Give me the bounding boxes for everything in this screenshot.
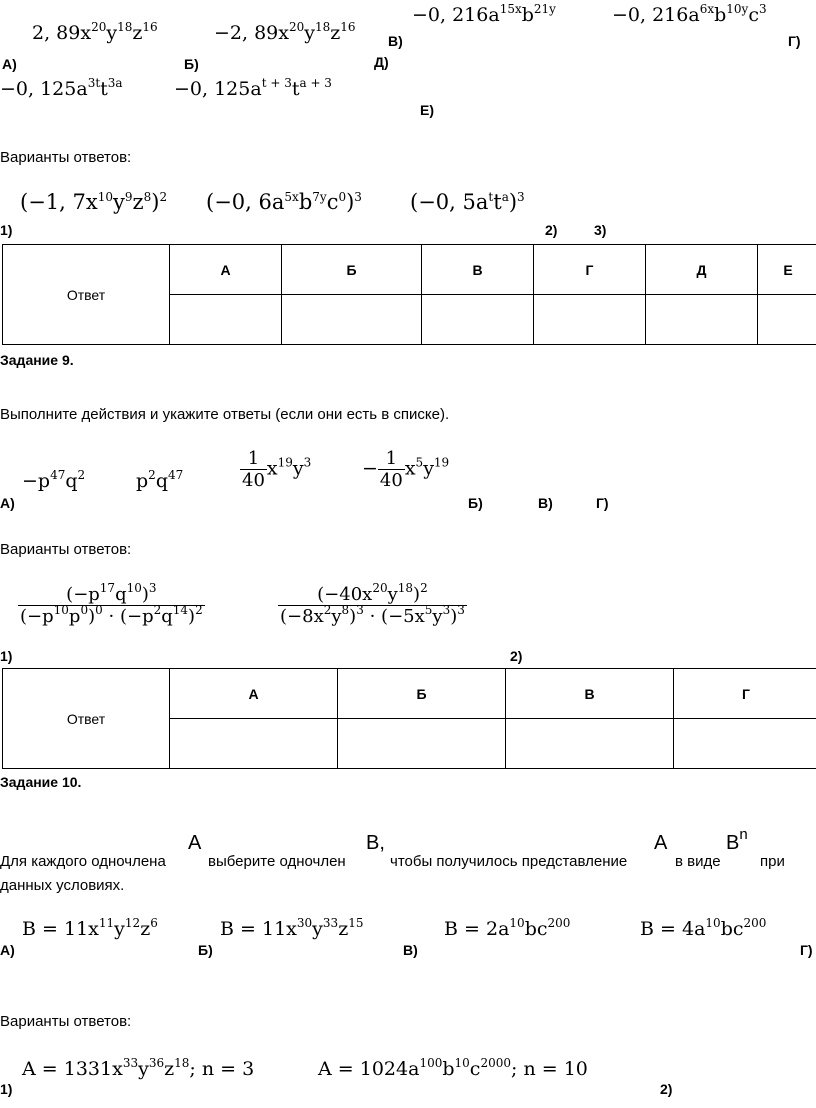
answer-cell-e[interactable] [758,295,816,345]
t9-header-v: В [506,669,674,719]
t10-letter-bn: $B^n$ [726,826,748,854]
t9-answer-cell-b[interactable] [338,719,506,769]
task-9-heading: Задание 9. [0,352,74,368]
item-d-label: Д) [374,54,389,70]
t10-variant-2-label: 2) [660,1081,673,1097]
t9-header-a: А [170,669,338,719]
t10-text-1: Для каждого одночлена [0,853,166,870]
variant-2-label: 2) [545,222,558,238]
answer-row-label: Ответ [3,245,170,345]
t10-item-v-label: В) [403,942,418,958]
t9-answer-row-label: Ответ [3,669,170,769]
item-v-label: В) [388,33,403,49]
t10-text-5: при [760,853,785,870]
t9-answer-cell-v[interactable] [506,719,674,769]
item-b-expression: −2, $89x^{20}y^{18}z^{16}$ [214,20,356,44]
variant-1-label: 1) [0,222,13,238]
answer-cell-g[interactable] [534,295,646,345]
variant-1-expression: (−1, $7x^{10}y^9z^8)^2$ [20,190,168,214]
t9-variant-2-expression: $\frac{(-40x^{20}y^{18})^2}{(-8x^2y^8)^3 \cdot (-5x^5y^3)^3}$ [280,581,465,627]
t10-variant-1-label: 1) [0,1081,13,1097]
t9-variant-2-label: 2) [510,648,523,664]
t9-header-b: Б [338,669,506,719]
t10-item-b-label: Б) [198,942,213,958]
answer-cell-a[interactable] [170,295,282,345]
t9-item-b-expression: $p^2q^{47}$ [136,468,184,492]
answer-cell-b[interactable] [282,295,422,345]
t9-variants-title: Варианты ответов: [0,541,132,558]
t9-item-a-expression: $-p^{47}q^2$ [22,468,86,492]
t9-header-g: Г [674,669,816,719]
header-a: А [170,245,282,295]
t10-item-g-expression: $B = 4a^{10}bc^{200}$ [640,916,767,940]
t10-text-2: выберите одночлен [208,853,346,870]
t9-answer-cell-g[interactable] [674,719,816,769]
task-10-heading: Задание 10. [0,774,82,790]
t10-text-3: чтобы получилось представление [390,853,628,870]
header-g: Г [534,245,646,295]
task-9-instruction: Выполните действия и укажите ответы (если они есть в списке). [0,406,450,423]
answer-table-2 [2,668,816,769]
item-v-expression: −0, $216a^{15x}b^{21y}$ [412,2,556,26]
t9-variant-1-expression: $\frac{(-p^{17}q^{10})^3}{(-p^{10}p^0)^0 \cdot (-p^2q^{14})^2}$ [20,581,203,627]
t10-letter-a2: A [654,832,668,854]
answer-cell-d[interactable] [646,295,758,345]
t9-item-v-expression: $\frac{1}{40}$ $x^{19}y^3$ [242,448,312,491]
item-e-label: Е) [420,102,434,118]
item-e-expression: −0, $125a^{t + 3}t^{a + 3}$ [174,76,332,100]
header-b: Б [282,245,422,295]
item-g-expression: −0, $216a^{6x}b^{10y}c^3$ [612,2,767,26]
t9-item-g-label: Г) [596,495,609,511]
t10-item-v-expression: $B = 2a^{10}bc^{200}$ [444,916,571,940]
t9-item-a-label: А) [0,495,15,511]
t10-text-4: в виде [675,853,721,870]
variant-2-expression: (−0, $6a^{5x}b^{7y}c^0)^3$ [206,190,362,214]
answer-table-1 [2,244,816,345]
item-a-label: А) [2,56,17,72]
t10-variants-title: Варианты ответов: [0,1013,132,1030]
t10-item-a-expression: $B = 11x^{11}y^{12}z^6$ [22,916,158,940]
item-b-label: Б) [184,56,199,72]
item-g-label: Г) [788,33,801,49]
t10-item-b-expression: $B = 11x^{30}y^{33}z^{15}$ [220,916,364,940]
t10-text-line2: данных условиях. [0,877,125,894]
t10-variant-1-expression: $A = 1331x^{33}y^{36}z^{18}$; n = 3 [22,1056,255,1080]
t10-letter-b: B, [366,832,385,854]
t10-item-a-label: А) [0,942,15,958]
t10-letter-a: A [188,832,202,854]
variant-3-label: 3) [594,222,607,238]
answer-cell-v[interactable] [422,295,534,345]
t9-item-g-expression: − $\frac{1}{40}$ $x^5y^{19}$ [362,448,450,491]
variants-title: Варианты ответов: [0,149,132,166]
t10-item-g-label: Г) [800,942,813,958]
t9-item-b-label: Б) [468,495,483,511]
header-d: Д [646,245,758,295]
t10-variant-2-expression: $A = 1024a^{100}b^{10}c^{2000}$; n = 10 [318,1056,588,1080]
item-a-expression: 2, $89x^{20}y^{18}z^{16}$ [32,20,158,44]
header-v: В [422,245,534,295]
item-d-expression: −0, $125a^{3t}t^{3a}$ [0,76,123,100]
t9-answer-cell-a[interactable] [170,719,338,769]
t9-item-v-label: В) [538,495,553,511]
t9-variant-1-label: 1) [0,648,13,664]
header-e: Е [758,245,816,295]
variant-3-expression: (−0, $5a^tt^a)^3$ [410,190,525,214]
